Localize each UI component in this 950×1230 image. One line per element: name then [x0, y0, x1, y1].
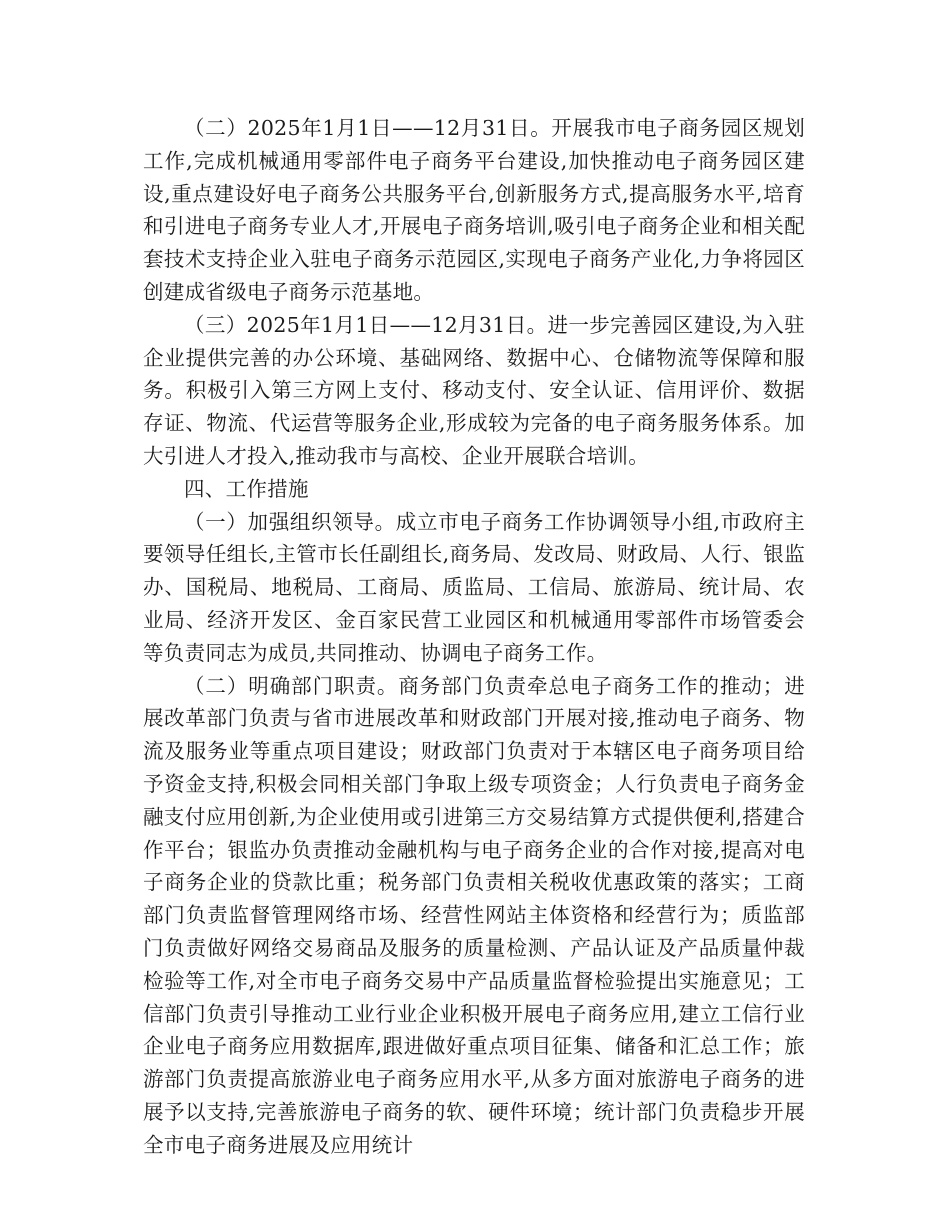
paragraph-organization-leadership: （一）加强组织领导。成立市电子商务工作协调领导小组,市政府主要领导任组长,主管市长任副组长,商务局、发改局、财政局、人行、银监办、国税局、地税局、工商局、质监局、工信局、旅游局、统计局、农业局、经济开发区、金百家民营工业园区和机械通用零部件市场管委会等负责同志为成员,共同推动、协调电子商务工作。: [143, 509, 805, 665]
paragraph-phase-three: （三）2025年1月1日——12月31日。进一步完善园区建设,为入驻企业提供完善的办公环境、基础网络、数据中心、仓储物流等保障和服务。积极引入第三方网上支付、移动支付、安全认证、信用评价、数据存证、物流、代运营等服务企业,形成较为完备的电子商务服务体系。加大引进人才投入,推动我市与高校、企业开展联合培训。: [143, 312, 805, 468]
document-body: [143, 112, 805, 1162]
section-heading-measures: 四、工作措施: [184, 476, 309, 501]
paragraph-phase-two: （二）2025年1月1日——12月31日。开展我市电子商务园区规划工作,完成机械通用零部件电子商务平台建设,加快推动电子商务园区建设,重点建设好电子商务公共服务平台,创新服务方式,提高服务水平,培育和引进电子商务专业人才,开展电子商务培训,吸引电子商务企业和相关配套技术支持企业入驻电子商务示范园区,实现电子商务产业化,力争将园区创建成省级电子商务示范基地。: [143, 116, 805, 304]
paragraph-department-duties: （二）明确部门职责。商务部门负责牵总电子商务工作的推动；进展改革部门负责与省市进展改革和财政部门开展对接,推动电子商务、物流及服务业等重点项目建设；财政部门负责对于本辖区电子商务项目给予资金支持,积极会同相关部门争取上级专项资金；人行负责电子商务金融支付应用创新,为企业使用或引进第三方交易结算方式提供便利,搭建合作平台；银监办负责推动金融机构与电子商务企业的合作对接,提高对电子商务企业的贷款比重；税务部门负责相关税收优惠政策的落实；工商部门负责监督管理网络市场、经营性网站主体资格和经营行为；质监部门负责做好网络交易商品及服务的质量检测、产品认证及产品质量仲裁检验等工作,对全市电子商务交易中产品质量监督检验提出实施意见；工信部门负责引导推动工业行业企业积极开展电子商务应用,建立工信行业企业电子商务应用数据库,跟进做好重点项目征集、储备和汇总工作；旅游部门负责提高旅游业电子商务应用水平,从多方面对旅游电子商务的进展予以支持,完善旅游电子商务的软、硬件环境；统计部门负责稳步开展全市电子商务进展及应用统计: [143, 673, 805, 1157]
